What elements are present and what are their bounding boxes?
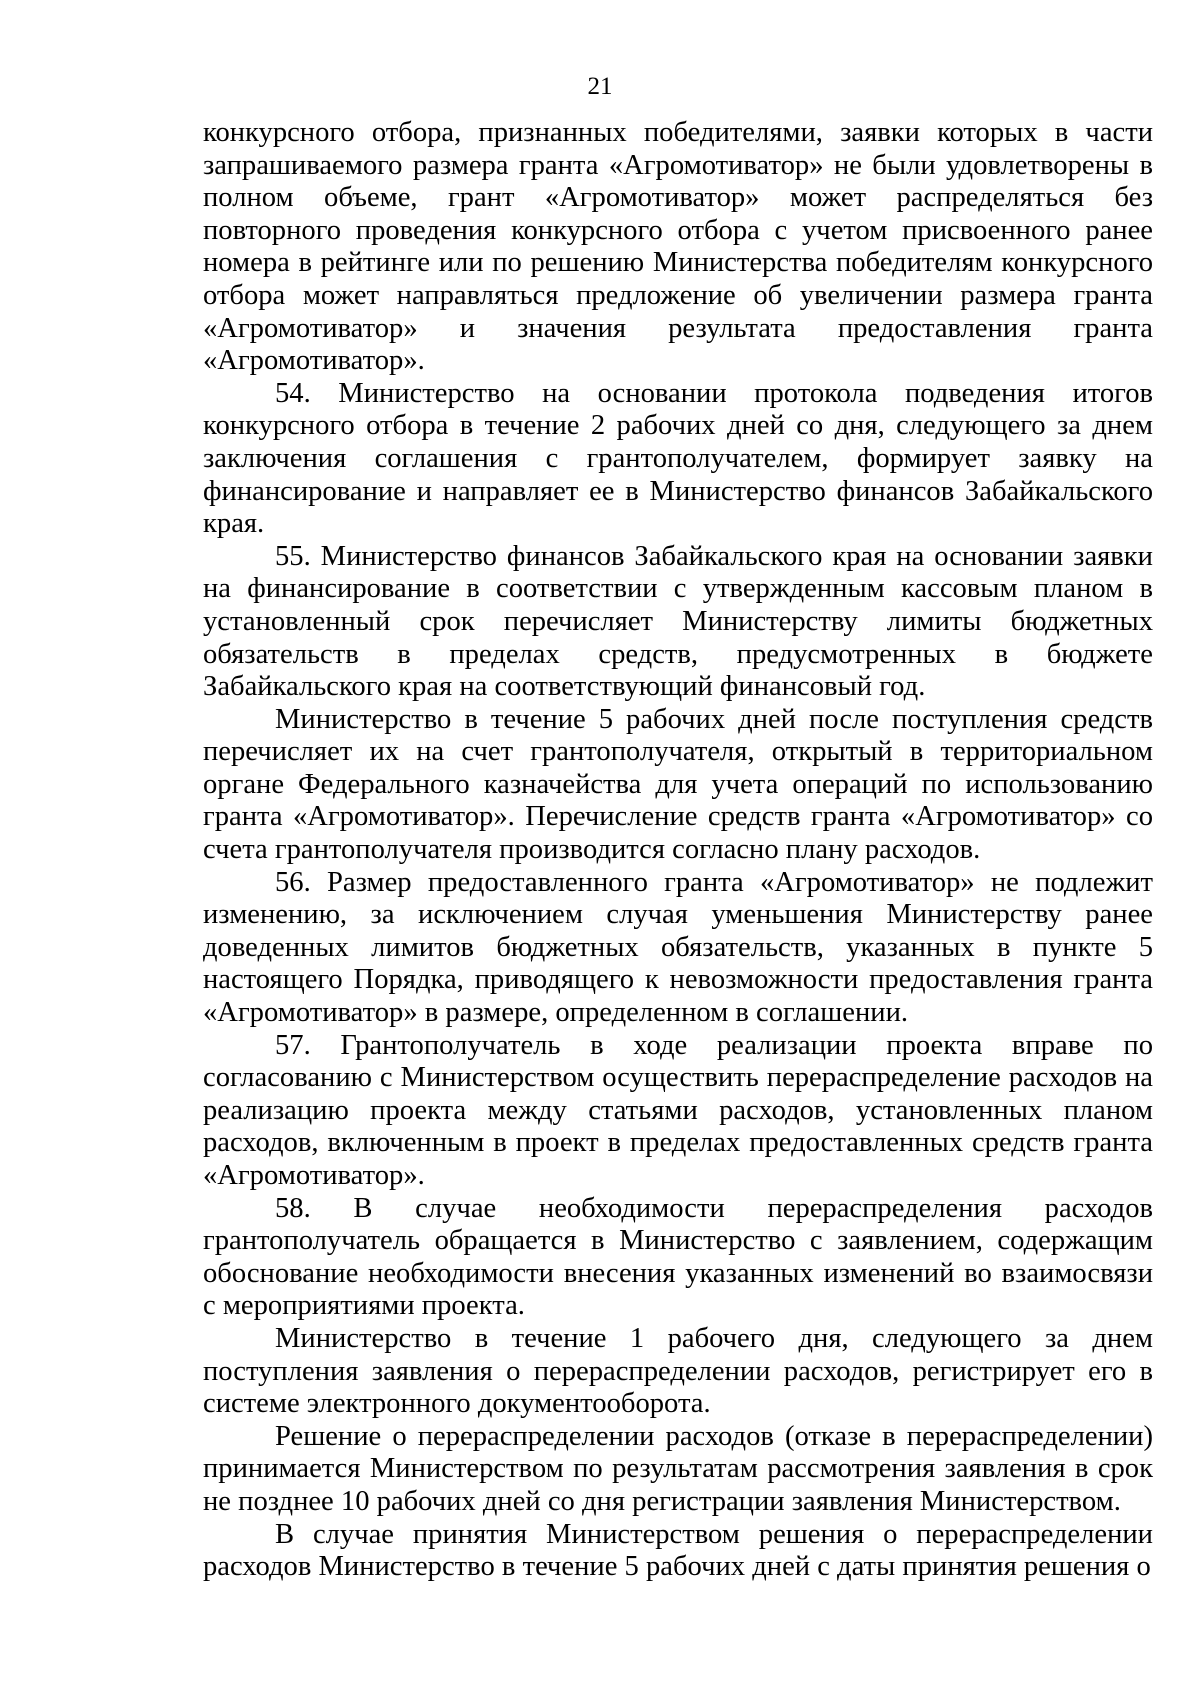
paragraph: 58. В случае необходимости перераспределения расходов грантополучатель обращается в Министерство с заявлением, содержащим обоснование необходимости внесения указанных изменений во взаимосвязи с мероприятиями проекта. xyxy=(203,1192,1153,1322)
document-body xyxy=(203,117,1153,1584)
page-number: 21 xyxy=(587,73,613,100)
paragraph: Министерство в течение 1 рабочего дня, следующего за днем поступления заявления о перераспределении расходов, регистрирует его в системе электронного документооборота. xyxy=(203,1322,1153,1420)
paragraph: Решение о перераспределении расходов (отказе в перераспределении) принимается Министерством по результатам рассмотрения заявления в срок не позднее 10 рабочих дней со дня регистрации заявления Министерством. xyxy=(203,1420,1153,1517)
paragraph: 54. Министерство на основании протокола подведения итогов конкурсного отбора в течение 2 рабочих дней со дня, следующего за днем заключения соглашения с грантополучателем, формирует заявку на финансирование и направляет ее в Министерство финансов Забайкальского края. xyxy=(203,377,1153,540)
paragraph: В случае принятия Министерством решения о перераспределении расходов Министерство в течение 5 рабочих дней с даты принятия решения о xyxy=(203,1518,1153,1583)
paragraph: 55. Министерство финансов Забайкальского края на основании заявки на финансирование в соответствии с утвержденным кассовым планом в установленный срок перечисляет Министерству лимиты бюджетных обязательств в пределах средств, предусмотренных в бюджете Забайкальского края на соответствующий финансовый год. xyxy=(203,540,1153,703)
paragraph: 56. Размер предоставленного гранта «Агромотиватор» не подлежит изменению, за исключением случая уменьшения Министерству ранее доведенных лимитов бюджетных обязательств, указанных в пункте 5 настоящего Порядка, приводящего к невозможности предоставления гранта «Агромотиватор» в размере, определенном в соглашении. xyxy=(203,866,1153,1029)
paragraph: 57. Грантополучатель в ходе реализации проекта вправе по согласованию с Министерством осуществить перераспределение расходов на реализацию проекта между статьями расходов, установленных планом расходов, включенным в проект в пределах предоставленных средств гранта «Агромотиватор». xyxy=(203,1029,1153,1191)
paragraph: Министерство в течение 5 рабочих дней после поступления средств перечисляет их на счет грантополучателя, открытый в территориальном органе Федерального казначейства для учета операций по использованию гранта «Агромотиватор». Перечисление средств гранта «Агромотиватор» со счета грантополучателя производится согласно плану расходов. xyxy=(203,703,1153,866)
paragraph: конкурсного отбора, признанных победителями, заявки которых в части запрашиваемого размера гранта «Агромотиватор» не были удовлетворены в полном объеме, грант «Агромотиватор» может распределяться без повторного проведения конкурсного отбора с учетом присвоенного ранее номера в рейтинге или по решению Министерства победителям конкурсного отбора может направляться предложение об увеличении размера гранта «Агромотиватор» и значения результата предоставления гранта «Агромотиватор». xyxy=(203,117,1153,377)
